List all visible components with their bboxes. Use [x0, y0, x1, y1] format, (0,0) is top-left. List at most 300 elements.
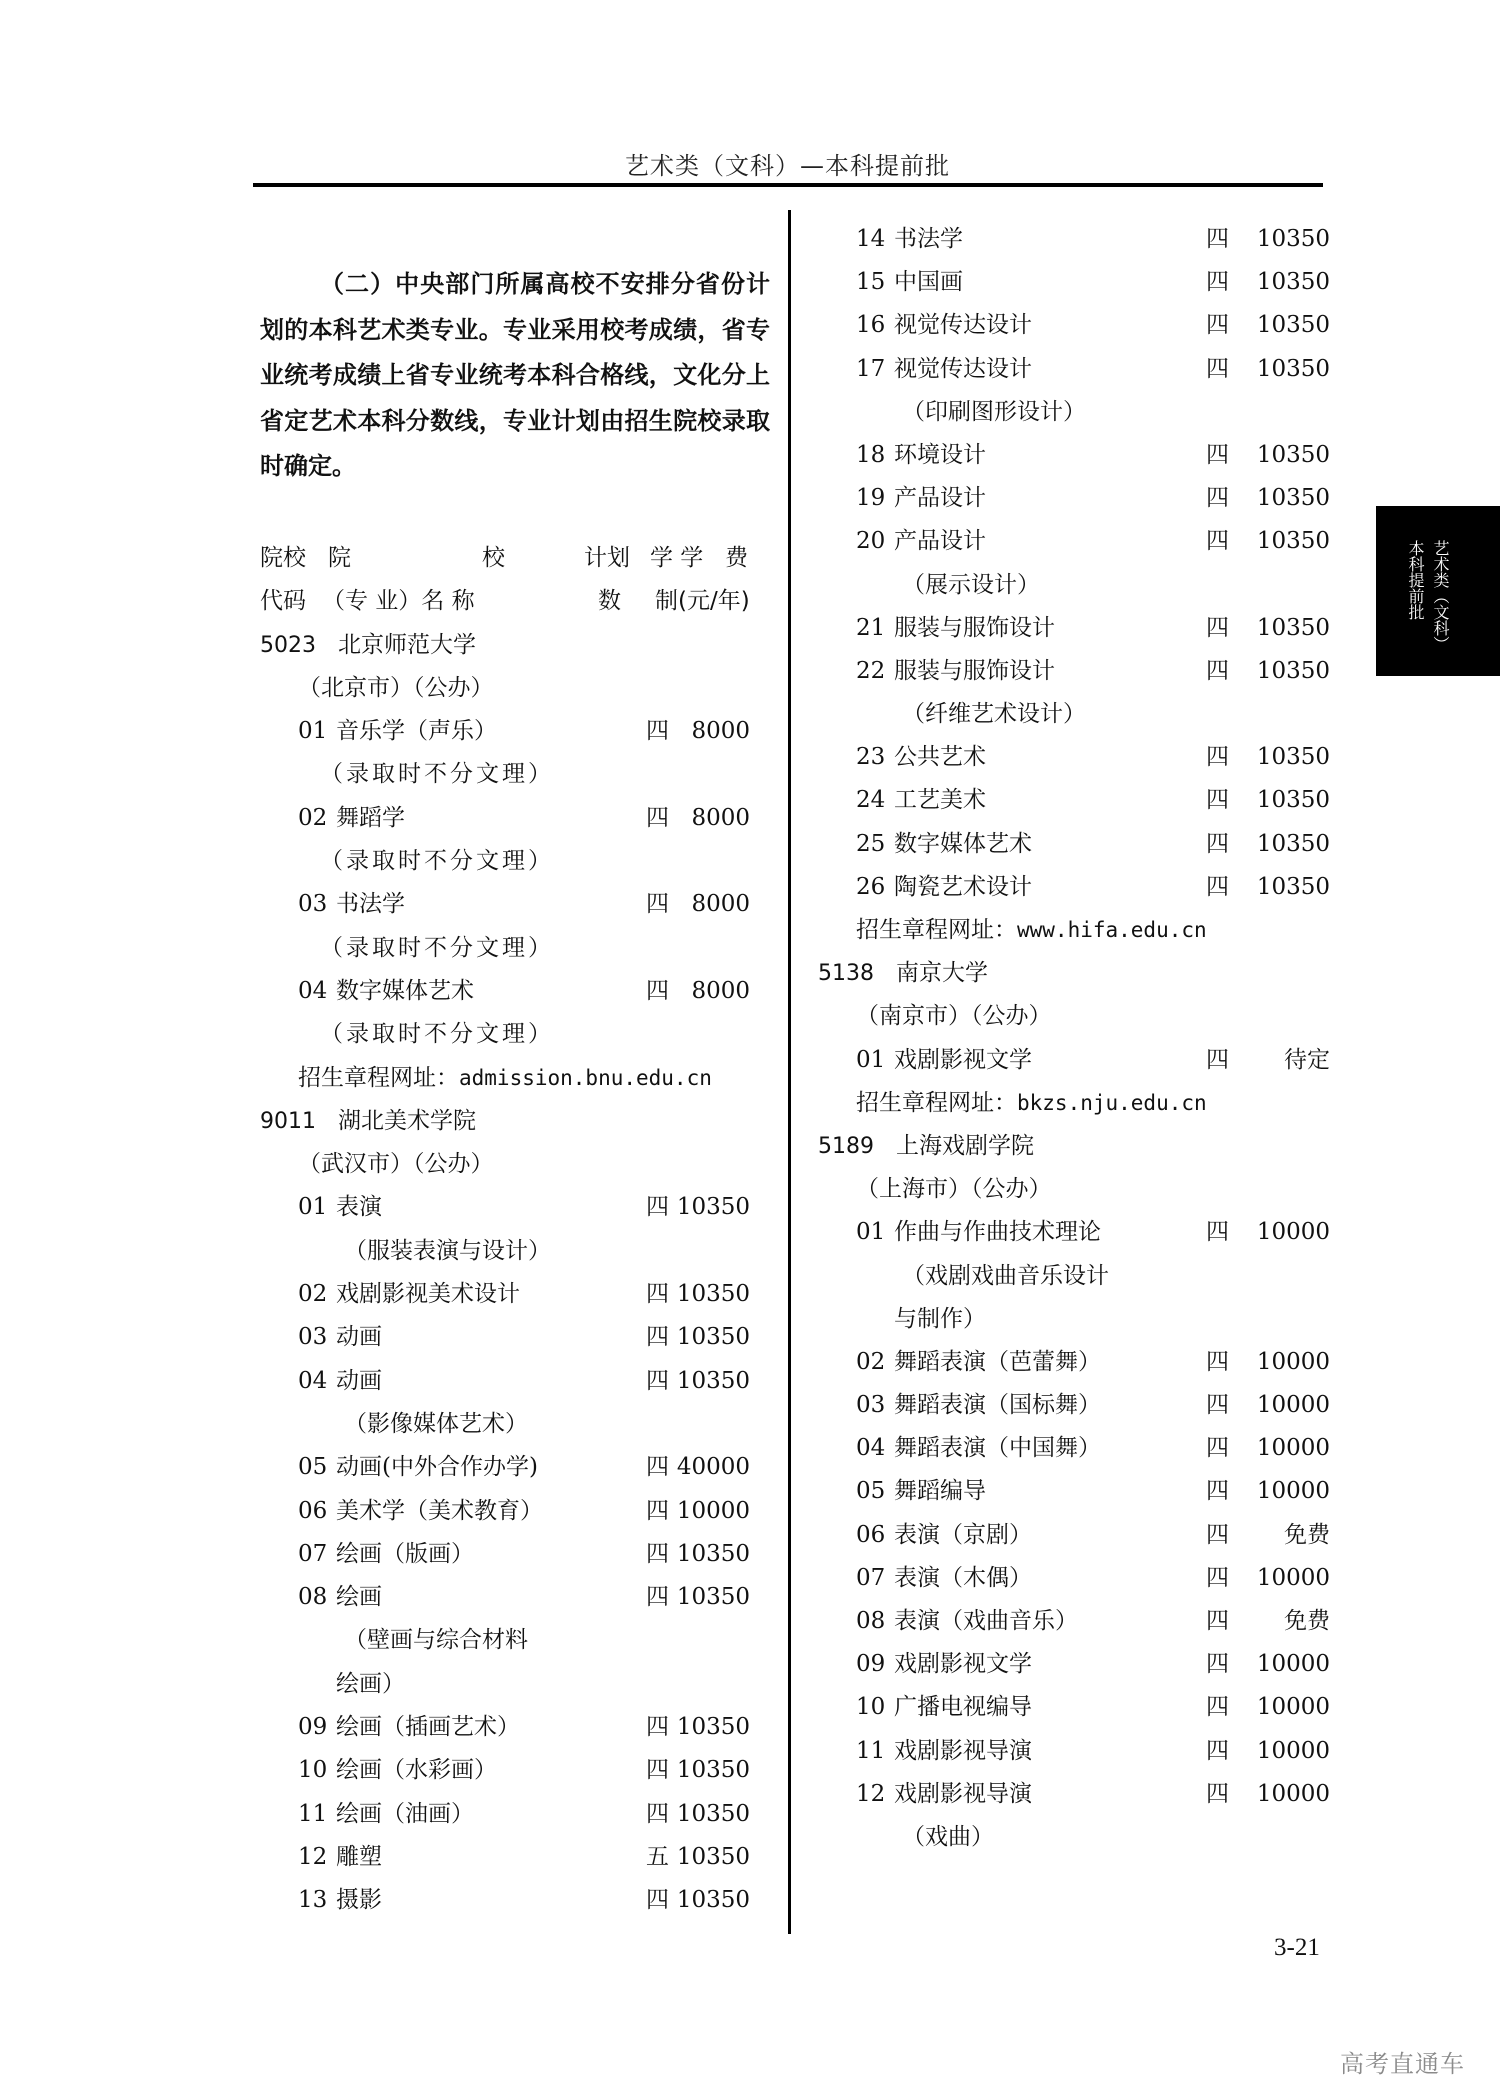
major-years: 四 [1206, 1478, 1229, 1505]
major-years: 四 [646, 1800, 669, 1827]
major-row [260, 1706, 760, 1749]
major-name: 视觉传达设计 [894, 355, 1032, 382]
major-years: 四 [646, 718, 669, 745]
major-name: 动画(中外合作办学) [336, 1454, 538, 1481]
major-direction: （戏曲） [902, 1823, 994, 1850]
major-fee: 40000 [676, 1454, 750, 1481]
school-code: 5189 [818, 1133, 874, 1159]
major-row [260, 1533, 760, 1576]
major-name: 动画 [336, 1367, 382, 1394]
major-years: 四 [1206, 441, 1229, 468]
admission-url [298, 1057, 712, 1100]
major-name: 戏剧影视导演 [894, 1780, 1032, 1807]
major-years: 四 [646, 1584, 669, 1611]
major-years: 四 [646, 1887, 669, 1914]
major-code: 20 [856, 528, 886, 555]
major-code: 15 [856, 269, 886, 296]
major-fee: 10000 [1256, 1694, 1330, 1721]
major-row [818, 1557, 1330, 1600]
major-name: 书法学 [336, 891, 405, 918]
major-row [260, 797, 760, 840]
major-years: 四 [1206, 873, 1229, 900]
header-years: 学 学 [650, 545, 704, 571]
major-name: 动画 [336, 1324, 382, 1351]
major-row [818, 1514, 1330, 1557]
major-code: 04 [856, 1435, 886, 1462]
major-code: 06 [298, 1497, 328, 1524]
major-row [818, 348, 1330, 391]
school-code: 5138 [818, 961, 874, 987]
major-code: 07 [856, 1564, 886, 1591]
left-column-rows [260, 624, 760, 1923]
major-code: 05 [856, 1478, 886, 1505]
school-location-row [818, 1168, 1318, 1211]
header-name-a: 院 [328, 545, 351, 571]
major-name: 表演（京剧） [894, 1521, 1032, 1548]
major-years: 五 [646, 1843, 669, 1870]
major-fee: 10350 [1256, 441, 1330, 468]
major-name: 摄影 [336, 1887, 382, 1914]
major-note: （录取时不分文理） [320, 934, 554, 961]
major-direction-row [818, 1255, 1318, 1298]
major-years: 四 [1206, 1046, 1229, 1073]
major-years: 四 [1206, 1737, 1229, 1764]
major-years: 四 [1206, 1219, 1229, 1246]
major-fee: 10000 [1256, 1564, 1330, 1591]
header-fee-2: (元/年) [678, 588, 750, 615]
major-name: 中国画 [894, 269, 963, 296]
major-name: 绘画（版画） [336, 1540, 474, 1567]
major-name: 服装与服饰设计 [894, 657, 1055, 684]
major-direction: （印刷图形设计） [902, 398, 1086, 425]
major-code: 01 [856, 1046, 886, 1073]
major-fee: 10350 [676, 1757, 750, 1784]
admission-url-link[interactable]: www.hifa.edu.cn [1017, 918, 1207, 942]
major-direction: （影像媒体艺术） [344, 1410, 528, 1437]
major-years: 四 [646, 1714, 669, 1741]
major-fee: 10350 [1256, 355, 1330, 382]
major-name: 表演（木偶） [894, 1564, 1032, 1591]
major-fee: 10350 [1256, 312, 1330, 339]
major-fee: 10350 [676, 1843, 750, 1870]
major-code: 06 [856, 1521, 886, 1548]
major-years: 四 [1206, 1694, 1229, 1721]
major-years: 四 [646, 1540, 669, 1567]
major-row [818, 779, 1330, 822]
major-name: 工艺美术 [894, 787, 986, 814]
major-note: （录取时不分文理） [320, 848, 554, 875]
major-years: 四 [1206, 657, 1229, 684]
major-code: 18 [856, 441, 886, 468]
major-row [818, 1470, 1330, 1513]
major-years: 四 [646, 1281, 669, 1308]
major-code: 10 [856, 1694, 886, 1721]
major-fee: 10350 [1256, 614, 1330, 641]
school-row [818, 1125, 1318, 1168]
column-divider [788, 210, 791, 1934]
header-code-2: 代码 [260, 588, 306, 615]
major-fee: 10350 [1256, 744, 1330, 771]
major-code: 11 [298, 1800, 328, 1827]
major-code: 23 [856, 744, 886, 771]
major-years: 四 [1206, 1435, 1229, 1462]
major-row [818, 1384, 1330, 1427]
major-note-row [260, 840, 760, 883]
major-name: 舞蹈表演（中国舞） [894, 1435, 1101, 1462]
major-code: 25 [856, 830, 886, 857]
major-row [260, 1316, 760, 1359]
major-direction: （服装表演与设计） [344, 1237, 551, 1264]
major-name: 绘画（水彩画） [336, 1757, 497, 1784]
major-years: 四 [1206, 355, 1229, 382]
major-code: 07 [298, 1540, 328, 1567]
school-row [260, 1100, 760, 1143]
major-code: 01 [298, 1194, 328, 1221]
school-name: 上海戏剧学院 [896, 1132, 1034, 1159]
major-direction-continued: 与制作） [894, 1305, 986, 1332]
major-fee: 10000 [1256, 1348, 1330, 1375]
school-location: （上海市）（公办） [856, 1176, 1052, 1203]
right-column [818, 218, 1330, 1859]
major-code: 09 [856, 1651, 886, 1678]
header-fee: 费 [725, 545, 748, 571]
major-row [818, 1427, 1330, 1470]
major-name: 戏剧影视文学 [894, 1046, 1032, 1073]
major-code: 19 [856, 485, 886, 512]
major-fee: 10350 [676, 1194, 750, 1221]
major-note-row [260, 753, 760, 796]
admission-url [856, 1082, 1207, 1125]
major-code: 11 [856, 1737, 886, 1764]
major-code: 17 [856, 355, 886, 382]
major-years: 四 [646, 1757, 669, 1784]
major-row [818, 1686, 1330, 1729]
major-direction-row [818, 1816, 1318, 1859]
major-fee: 10000 [1256, 1737, 1330, 1764]
major-years: 四 [1206, 269, 1229, 296]
major-fee: 10350 [1256, 528, 1330, 555]
major-years: 四 [1206, 1392, 1229, 1419]
major-fee: 10350 [676, 1281, 750, 1308]
header-rule [253, 183, 1323, 187]
major-name: 舞蹈表演（芭蕾舞） [894, 1348, 1101, 1375]
school-name: 南京大学 [896, 960, 988, 987]
table-header-row-2 [260, 580, 760, 623]
major-years: 四 [646, 977, 669, 1004]
major-note-row [260, 1013, 760, 1056]
major-row [818, 520, 1330, 563]
header-code: 院校 [260, 545, 306, 571]
major-row [260, 710, 760, 753]
major-fee: 10350 [676, 1887, 750, 1914]
major-name: 数字媒体艺术 [894, 830, 1032, 857]
major-name: 美术学（美术教育） [336, 1497, 543, 1524]
major-name: 舞蹈学 [336, 804, 405, 831]
major-direction-row [818, 564, 1318, 607]
major-name: 表演（戏曲音乐） [894, 1608, 1078, 1634]
major-code: 03 [856, 1392, 886, 1419]
major-row [260, 1749, 760, 1792]
major-years: 四 [1206, 1564, 1229, 1591]
major-row [818, 218, 1330, 261]
major-code: 26 [856, 873, 886, 900]
major-years: 四 [1206, 614, 1229, 641]
major-row [818, 1773, 1330, 1816]
major-row [818, 866, 1330, 909]
major-name: 服装与服饰设计 [894, 614, 1055, 641]
major-fee: 10350 [1256, 657, 1330, 684]
major-row [260, 883, 760, 926]
major-row [818, 650, 1330, 693]
major-name: 戏剧影视美术设计 [336, 1281, 520, 1308]
major-name: 绘画（插画艺术） [336, 1714, 520, 1741]
major-fee: 免费 [1284, 1608, 1330, 1634]
major-years: 四 [646, 1497, 669, 1524]
major-code: 12 [856, 1780, 886, 1807]
admission-url-link[interactable]: bkzs.nju.edu.cn [1017, 1090, 1207, 1115]
major-name: 陶瓷艺术设计 [894, 873, 1032, 900]
major-code: 12 [298, 1843, 328, 1870]
admission-url-label: 招生章程网址： [298, 1064, 459, 1091]
major-code: 16 [856, 312, 886, 339]
major-row [818, 1730, 1330, 1773]
major-code: 05 [298, 1454, 328, 1481]
major-row [818, 736, 1330, 779]
admission-url-row [818, 909, 1318, 952]
major-name: 绘画 [336, 1584, 382, 1611]
major-direction-row [260, 1619, 760, 1662]
major-row [818, 1211, 1330, 1254]
running-header-title: 艺术类（文科）—本科提前批 [625, 152, 950, 180]
major-years: 四 [646, 1454, 669, 1481]
major-name: 数字媒体艺术 [336, 977, 474, 1004]
major-code: 03 [298, 1324, 328, 1351]
section-tab-line2: 本科提前批 [1406, 540, 1425, 620]
major-row [260, 1793, 760, 1836]
major-direction-continued: 绘画） [336, 1670, 405, 1697]
major-years: 四 [1206, 744, 1229, 771]
school-row [818, 952, 1318, 995]
major-years: 四 [1206, 787, 1229, 814]
major-direction-row [260, 1230, 760, 1273]
major-row [260, 1273, 760, 1316]
school-location: （北京市）（公办） [298, 674, 494, 701]
school-code: 9011 [260, 1108, 316, 1134]
header-years-2: 制 [655, 588, 678, 615]
watermark: 高考直通车 [1340, 2050, 1465, 2078]
major-code: 21 [856, 614, 886, 641]
major-code: 08 [856, 1608, 886, 1634]
major-years: 四 [1206, 1521, 1229, 1548]
major-fee: 10000 [1256, 1219, 1330, 1246]
major-row [260, 1879, 760, 1922]
admission-url-row [818, 1082, 1318, 1125]
admission-url [856, 909, 1207, 952]
major-code: 01 [856, 1219, 886, 1246]
header-name-2: （专 业）名 称 [322, 588, 475, 615]
major-fee: 10350 [676, 1584, 750, 1611]
major-fee: 10350 [1256, 485, 1330, 512]
major-code: 10 [298, 1757, 328, 1784]
major-direction: （戏剧戏曲音乐设计 [902, 1262, 1109, 1289]
major-direction-continued-row [818, 1298, 1318, 1341]
intro-paragraph: （二）中央部门所属高校不安排分省份计划的本科艺术类专业。专业采用校考成绩，省专业统考成绩上省专业统考本科合格线，文化分上省定艺术本科分数线，专业计划由招生院校录取时确定。 [260, 270, 770, 480]
admission-url-label: 招生章程网址： [856, 1089, 1017, 1116]
school-location-row [260, 1143, 760, 1186]
school-code: 5023 [260, 632, 316, 658]
major-fee: 8000 [691, 891, 750, 918]
major-name: 雕塑 [336, 1843, 382, 1870]
major-code: 04 [298, 977, 328, 1004]
header-name-b: 校 [482, 545, 505, 571]
section-tab-line1: 艺术类（文科） [1431, 540, 1450, 652]
major-fee: 10350 [1256, 226, 1330, 252]
major-row [260, 1836, 760, 1879]
major-direction-row [260, 1403, 760, 1446]
major-code: 02 [298, 804, 328, 831]
major-row [260, 1446, 760, 1489]
major-code: 02 [856, 1348, 886, 1375]
major-fee: 10350 [1256, 830, 1330, 857]
admission-url-label: 招生章程网址： [856, 917, 1017, 943]
major-years: 四 [646, 1324, 669, 1351]
school-location: （武汉市）（公办） [298, 1151, 494, 1178]
major-fee: 10350 [676, 1540, 750, 1567]
major-name: 产品设计 [894, 528, 986, 555]
major-fee: 10000 [1256, 1651, 1330, 1678]
major-name: 戏剧影视文学 [894, 1651, 1032, 1678]
major-fee: 10350 [676, 1324, 750, 1351]
major-fee: 10350 [676, 1714, 750, 1741]
school-location-row [260, 667, 760, 710]
major-direction-row [818, 391, 1318, 434]
major-years: 四 [1206, 1348, 1229, 1375]
major-row [818, 1341, 1330, 1384]
major-code: 13 [298, 1887, 328, 1914]
major-name: 产品设计 [894, 485, 986, 512]
page-number: 3-21 [1274, 1934, 1320, 1961]
major-fee: 10350 [1256, 787, 1330, 814]
major-fee: 待定 [1284, 1046, 1330, 1073]
major-fee: 8000 [691, 977, 750, 1004]
major-name: 书法学 [894, 226, 963, 252]
major-code: 03 [298, 891, 328, 918]
major-name: 环境设计 [894, 441, 986, 468]
major-fee: 免费 [1284, 1521, 1330, 1548]
header-plan-2: 数 [598, 588, 621, 615]
school-name: 北京师范大学 [338, 631, 476, 658]
major-years: 四 [1206, 485, 1229, 512]
major-years: 四 [1206, 1780, 1229, 1807]
admission-url-row [260, 1057, 760, 1100]
major-direction-row [818, 693, 1318, 736]
major-fee: 10350 [676, 1367, 750, 1394]
major-row [818, 477, 1330, 520]
major-years: 四 [1206, 830, 1229, 857]
major-code: 01 [298, 718, 328, 745]
major-fee: 10000 [1256, 1435, 1330, 1462]
major-name: 音乐学（声乐） [336, 718, 497, 745]
major-note: （录取时不分文理） [320, 1021, 554, 1048]
school-location: （南京市）（公办） [856, 1003, 1052, 1030]
major-code: 04 [298, 1367, 328, 1394]
major-note: （录取时不分文理） [320, 761, 554, 788]
major-row [260, 1490, 760, 1533]
major-code: 22 [856, 657, 886, 684]
major-fee: 10000 [1256, 1392, 1330, 1419]
major-row [818, 1039, 1330, 1082]
major-row [260, 1360, 760, 1403]
major-years: 四 [1206, 312, 1229, 339]
major-name: 作曲与作曲技术理论 [894, 1219, 1101, 1246]
major-years: 四 [646, 804, 669, 831]
major-row [818, 1643, 1330, 1686]
right-column-rows [818, 218, 1330, 1859]
major-row [818, 607, 1330, 650]
major-name: 视觉传达设计 [894, 312, 1032, 339]
major-fee: 8000 [691, 718, 750, 745]
major-fee: 10350 [1256, 269, 1330, 296]
major-fee: 10000 [676, 1497, 750, 1524]
major-row [818, 823, 1330, 866]
major-years: 四 [1206, 1608, 1229, 1634]
major-name: 舞蹈编导 [894, 1478, 986, 1505]
major-code: 02 [298, 1281, 328, 1308]
major-row [818, 261, 1330, 304]
section-thumb-tab [1376, 506, 1500, 676]
major-years: 四 [646, 1194, 669, 1221]
header-plan: 计划 [584, 545, 630, 571]
major-fee: 10350 [676, 1800, 750, 1827]
major-years: 四 [1206, 226, 1229, 252]
major-code: 09 [298, 1714, 328, 1741]
major-row [818, 304, 1330, 347]
major-years: 四 [646, 891, 669, 918]
major-name: 舞蹈表演（国标舞） [894, 1392, 1101, 1419]
major-code: 24 [856, 787, 886, 814]
major-name: 戏剧影视导演 [894, 1737, 1032, 1764]
table-header-row-1 [260, 537, 760, 580]
major-years: 四 [646, 1367, 669, 1394]
major-name: 公共艺术 [894, 744, 986, 771]
major-name: 表演 [336, 1194, 382, 1221]
major-code: 14 [856, 226, 886, 252]
major-row [260, 1186, 760, 1229]
school-name: 湖北美术学院 [338, 1107, 476, 1134]
major-fee: 10000 [1256, 1780, 1330, 1807]
school-location-row [818, 995, 1318, 1038]
major-direction: （壁画与综合材料 [344, 1627, 528, 1654]
major-row [260, 970, 760, 1013]
major-name: 广播电视编导 [894, 1694, 1032, 1721]
major-row [818, 1600, 1330, 1643]
major-row [260, 1576, 760, 1619]
major-direction: （纤维艺术设计） [902, 701, 1086, 728]
major-note-row [260, 927, 760, 970]
major-row [818, 434, 1330, 477]
left-column [260, 537, 760, 1923]
major-years: 四 [1206, 528, 1229, 555]
school-row [260, 624, 760, 667]
major-code: 08 [298, 1584, 328, 1611]
major-fee: 8000 [691, 804, 750, 831]
major-direction-continued-row [260, 1663, 760, 1706]
major-fee: 10000 [1256, 1478, 1330, 1505]
major-years: 四 [1206, 1651, 1229, 1678]
major-fee: 10350 [1256, 873, 1330, 900]
admission-url-link[interactable]: admission.bnu.edu.cn [459, 1065, 712, 1090]
major-name: 绘画（油画） [336, 1800, 474, 1827]
